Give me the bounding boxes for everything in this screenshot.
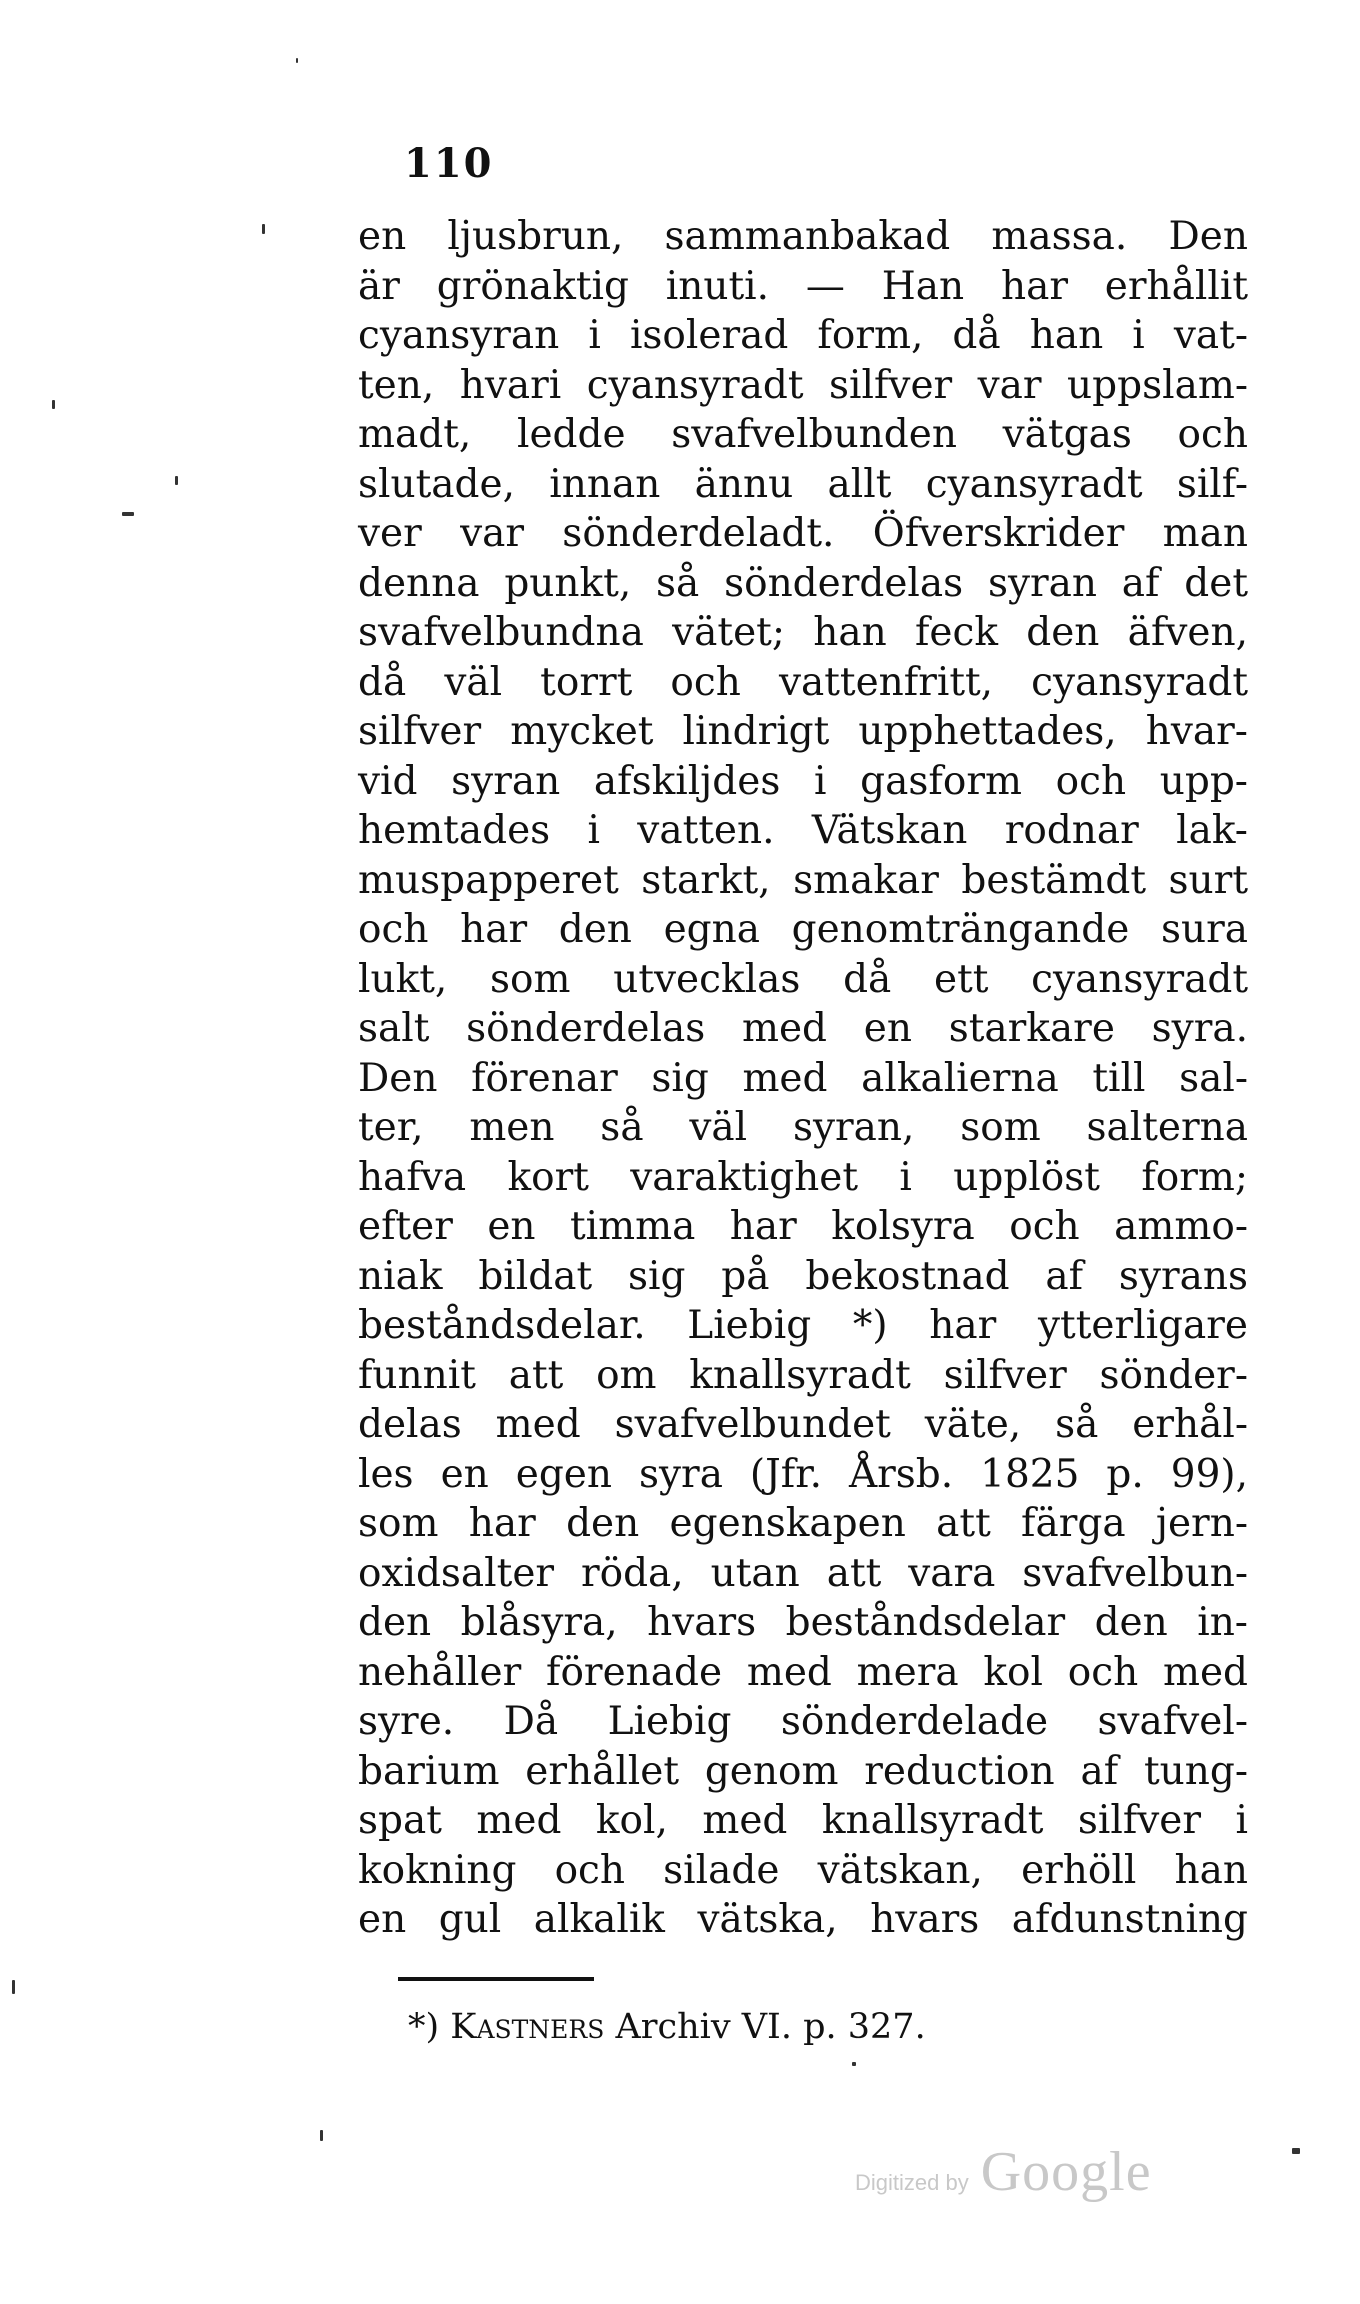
text-line: den blåsyra, hvars beståndsdelar den in-	[358, 1600, 1248, 1645]
digitized-label: Digitized by	[855, 2170, 969, 2195]
page-number: 110	[404, 140, 494, 187]
body-text	[358, 212, 1248, 1945]
text-line: som har den egenskapen att färga jern-	[358, 1501, 1248, 1546]
text-line: och har den egna genomträngande sura	[358, 907, 1248, 952]
text-line: efter en timma har kolsyra och ammo-	[358, 1204, 1248, 1249]
text-line: denna punkt, så sönderdelas syran af det	[358, 560, 1248, 606]
footnote-rule	[398, 1977, 594, 1981]
text-line: muspapperet starkt, smakar bestämdt surt	[358, 857, 1248, 903]
text-line: ter, men så väl syran, som salterna	[358, 1105, 1248, 1150]
text-line: svafvelbundna vätet; han feck den äfven,	[358, 610, 1248, 655]
text-line: delas med svafvelbundet väte, så erhål-	[358, 1402, 1248, 1447]
text-line: ten, hvari cyansyradt silfver var uppslam-	[358, 362, 1248, 408]
text-line: niak bildat sig på bekostnad af syrans	[358, 1253, 1248, 1299]
scan-speck	[320, 2130, 323, 2141]
footnote-marker: *)	[408, 2007, 440, 2047]
scan-speck	[175, 476, 178, 485]
footnote	[408, 2007, 926, 2047]
scan-speck	[12, 1980, 15, 1994]
google-logo: Google	[980, 2141, 1152, 2203]
text-line: lukt, som utvecklas då ett cyansyradt	[358, 956, 1248, 1002]
text-line: funnit att om knallsyradt silfver sönder-	[358, 1352, 1248, 1398]
footnote-reference: Archiv VI. p. 327.	[615, 2007, 926, 2047]
text-line: nehåller förenade med mera kol och med	[358, 1649, 1248, 1695]
text-line: cyansyran i isolerad form, då han i vat-	[358, 313, 1248, 358]
text-line: då väl torrt och vattenfritt, cyansyradt	[358, 659, 1248, 705]
scan-speck	[122, 512, 134, 516]
text-line: spat med kol, med knallsyradt silfver i	[358, 1798, 1248, 1843]
scan-speck	[296, 58, 298, 63]
text-line: oxidsalter röda, utan att vara svafvelbun-	[358, 1550, 1248, 1596]
text-line: är grönaktig inuti. — Han har erhållit	[358, 263, 1248, 309]
text-line: en ljusbrun, sammanbakad massa. Den	[358, 214, 1248, 259]
scan-speck	[1292, 2148, 1300, 2154]
text-line: madt, ledde svafvelbunden vätgas och	[358, 412, 1248, 457]
text-line: salt sönderdelas med en starkare syra.	[358, 1006, 1248, 1051]
scan-speck	[52, 400, 55, 409]
text-line: ver var sönderdeladt. Öfverskrider man	[358, 511, 1248, 556]
scan-speck	[262, 224, 265, 234]
text-line: kokning och silade vätskan, erhöll han	[358, 1847, 1248, 1893]
text-line: silfver mycket lindrigt upphettades, hvar-	[358, 709, 1248, 754]
footnote-author: Kastners	[450, 2007, 605, 2047]
digitized-watermark	[855, 2140, 1152, 2204]
text-line: barium erhållet genom reduction af tung-	[358, 1748, 1248, 1794]
text-line: beståndsdelar. Liebig *) har ytterligare	[358, 1303, 1248, 1348]
text-line: les en egen syra (Jfr. Årsb. 1825 p. 99),	[358, 1451, 1248, 1497]
text-line: vid syran afskiljdes i gasform och upp-	[358, 758, 1248, 804]
scan-speck	[852, 2062, 856, 2066]
text-line: syre. Då Liebig sönderdelade svafvel-	[358, 1699, 1248, 1744]
text-line: hemtades i vatten. Vätskan rodnar lak-	[358, 808, 1248, 853]
text-line: Den förenar sig med alkalierna till sal-	[358, 1055, 1248, 1101]
text-line: slutade, innan ännu allt cyansyradt silf-	[358, 461, 1248, 507]
text-line: hafva kort varaktighet i upplöst form;	[358, 1154, 1248, 1200]
text-line: en gul alkalik vätska, hvars afdunstning	[358, 1897, 1248, 1942]
